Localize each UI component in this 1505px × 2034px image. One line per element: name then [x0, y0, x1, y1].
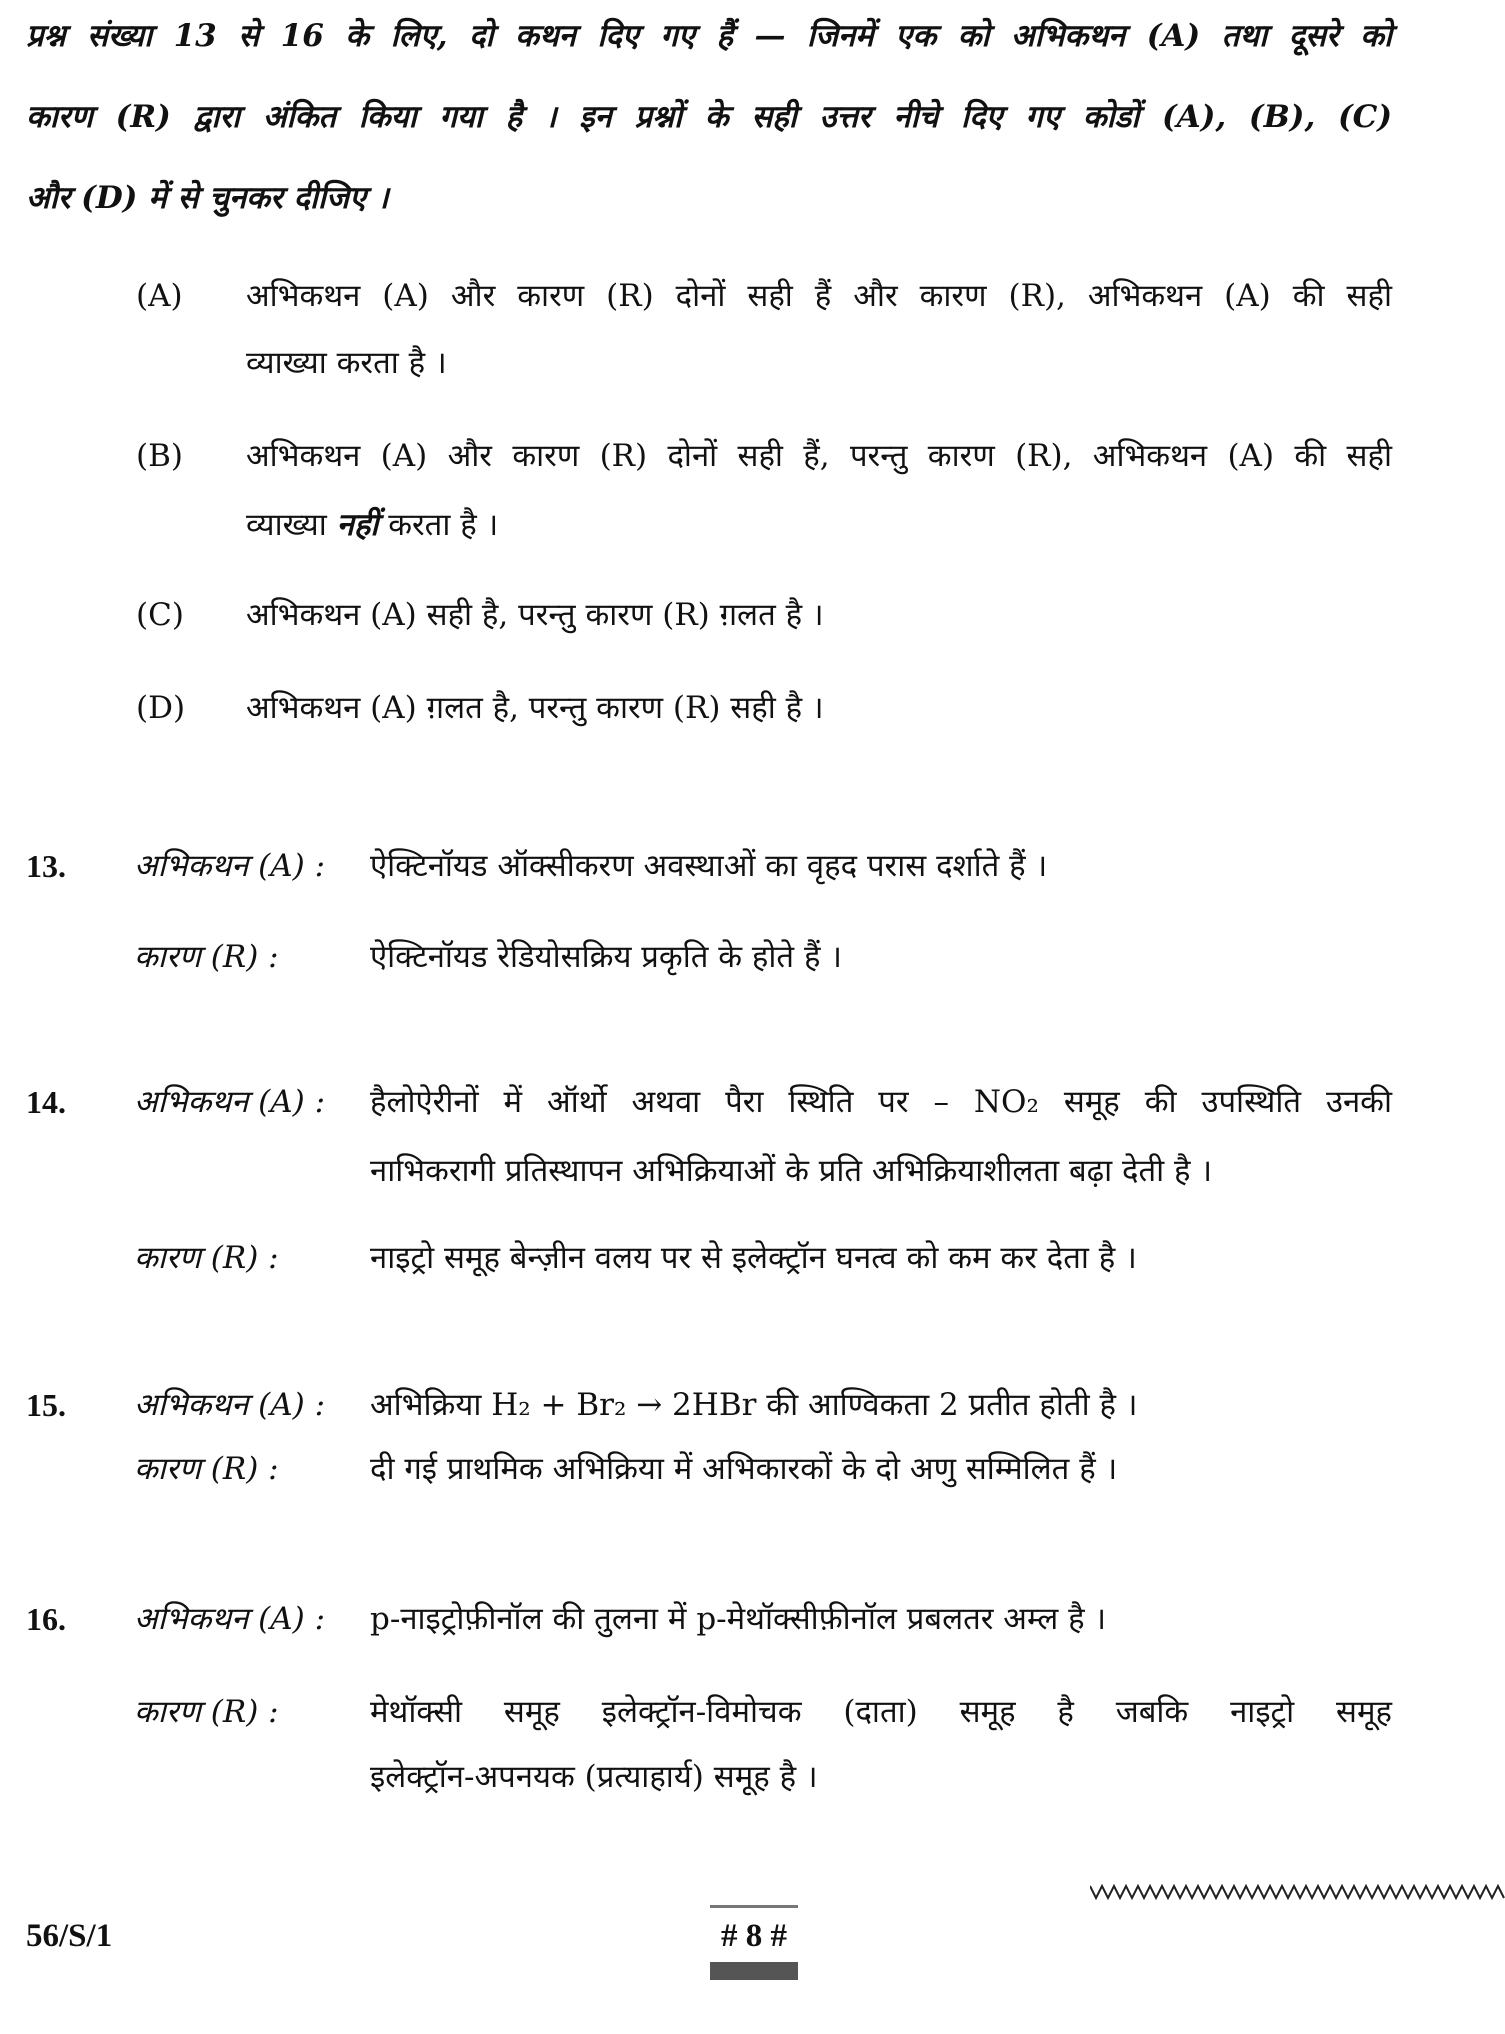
assertion-text: नाभिकरागी प्रतिस्थापन अभिक्रियाओं के प्रति अभिक्रियाशीलता बढ़ा देती है । — [370, 1153, 1213, 1189]
code-text: अभिकथन (A) सही है, परन्तु कारण (R) ग़लत है । — [246, 597, 824, 633]
instruction-line: प्रश्न संख्या 13 से 16 के लिए, दो कथन दिए गए हैं — जिनमें एक को अभिकथन (A) तथा दूसरे को — [26, 18, 1392, 54]
code-text: व्याख्या करता है । — [246, 345, 447, 381]
reason-text: इलेक्ट्रॉन-अपनयक (प्रत्याहार्य) समूह है । — [370, 1759, 818, 1795]
page-number: # 8 # — [721, 1918, 787, 1954]
reason-label: कारण (R) : — [134, 1451, 279, 1487]
question-number: 15. — [26, 1387, 66, 1423]
code-text — [246, 505, 498, 545]
question-number: 14. — [26, 1084, 66, 1120]
assertion-label: अभिकथन (A) : — [134, 848, 326, 884]
assertion-text: हैलोऐरीनों में ऑर्थो अथवा पैरा स्थिति पर – NO₂ समूह की उपस्थिति उनकी — [370, 1084, 1392, 1120]
instruction-line: और (D) में से चुनकर दीजिए । — [26, 180, 389, 216]
reason-label: कारण (R) : — [134, 1240, 279, 1276]
reason-text: दी गई प्राथमिक अभिक्रिया में अभिकारकों के दो अणु सम्मिलित हैं । — [370, 1451, 1118, 1487]
reason-label: कारण (R) : — [134, 1694, 279, 1730]
code-text: अभिकथन (A) और कारण (R) दोनों सही हैं और कारण (R), अभिकथन (A) की सही — [246, 278, 1392, 314]
assertion-text: p-नाइट्रोफ़ीनॉल की तुलना में p-मेथॉक्सीफ़ीनॉल प्रबलतर अम्ल है । — [370, 1601, 1107, 1637]
question-number: 13. — [26, 848, 66, 884]
code-text: अभिकथन (A) और कारण (R) दोनों सही हैं, परन्तु कारण (R), अभिकथन (A) की सही — [246, 438, 1392, 474]
paper-code: 56/S/1 — [26, 1918, 113, 1954]
code-label: (A) — [136, 278, 183, 314]
emphasis-not: नहीं — [336, 507, 379, 543]
code-text: अभिकथन (A) ग़लत है, परन्तु कारण (R) सही है । — [246, 690, 824, 726]
page-number-bar — [710, 1962, 798, 1980]
reason-text: मेथॉक्सी समूह इलेक्ट्रॉन-विमोचक (दाता) समूह है जबकि नाइट्रो समूह — [370, 1694, 1392, 1730]
page-number-rule — [710, 1905, 798, 1908]
assertion-label: अभिकथन (A) : — [134, 1084, 326, 1120]
code-text-part: व्याख्या — [246, 507, 327, 543]
assertion-label: अभिकथन (A) : — [134, 1601, 326, 1637]
assertion-text: ऐक्टिनॉयड ऑक्सीकरण अवस्थाओं का वृहद परास दर्शाते हैं । — [370, 848, 1048, 884]
question-number: 16. — [26, 1601, 66, 1637]
reason-text: ऐक्टिनॉयड रेडियोसक्रिय प्रकृति के होते हैं । — [370, 939, 843, 975]
reason-label: कारण (R) : — [134, 939, 279, 975]
assertion-label: अभिकथन (A) : — [134, 1387, 326, 1423]
instruction-line: कारण (R) द्वारा अंकित किया गया है । इन प्रश्नों के सही उत्तर नीचे दिए गए कोडों (A), (B), (C) — [26, 99, 1392, 135]
wavy-separator — [1090, 1880, 1505, 1904]
assertion-text: अभिक्रिया H₂ + Br₂ → 2HBr की आण्विकता 2 प्रतीत होती है । — [370, 1387, 1138, 1423]
reason-text: नाइट्रो समूह बेन्ज़ीन वलय पर से इलेक्ट्रॉन घनत्व को कम कर देता है । — [370, 1240, 1137, 1276]
code-label: (C) — [136, 597, 184, 633]
code-label: (D) — [136, 690, 186, 726]
code-label: (B) — [136, 438, 183, 474]
code-text-part: करता है । — [388, 507, 499, 543]
